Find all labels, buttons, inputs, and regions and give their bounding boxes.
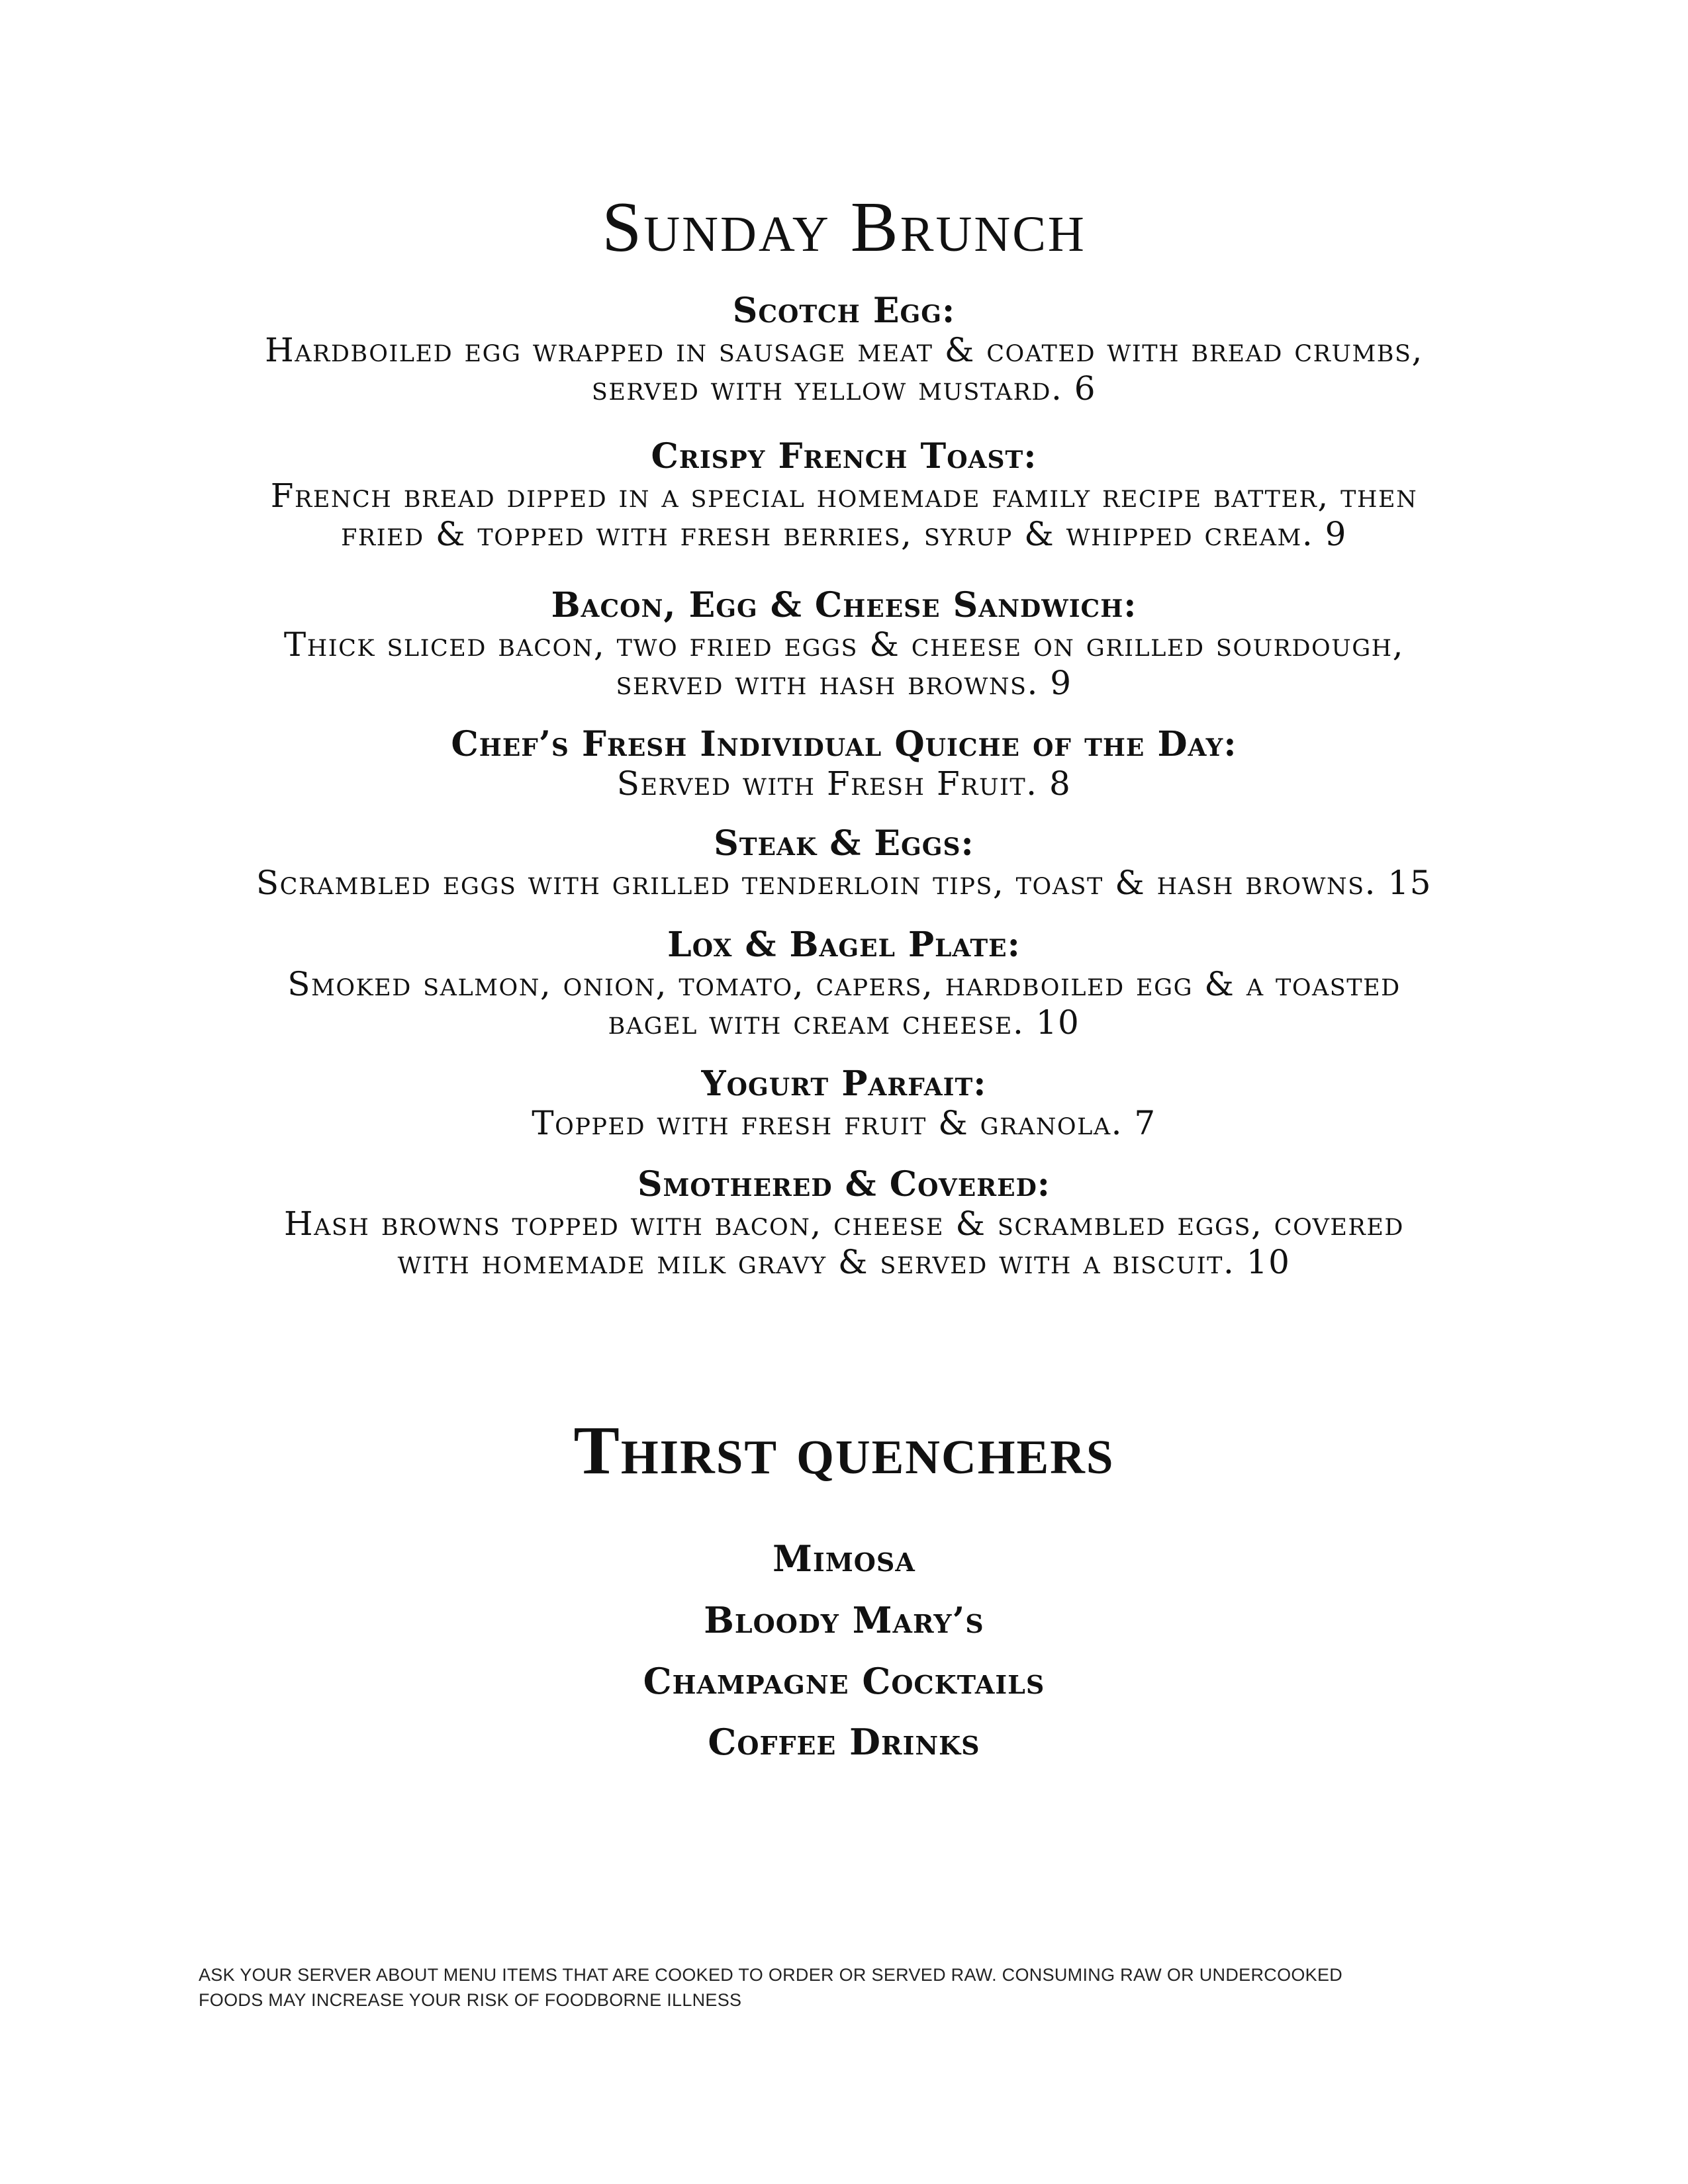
item-desc-line [159, 764, 1529, 803]
menu-item-quiche [159, 725, 1529, 803]
item-desc-text: served with hash browns. [616, 664, 1039, 702]
item-desc-text: Topped with fresh fruit & granola. [532, 1104, 1123, 1142]
item-desc-line [159, 515, 1529, 553]
item-desc-line: Smoked salmon, onion, tomato, capers, hardboiled egg & a toasted [287, 965, 1401, 1003]
item-price: 9 [1325, 515, 1347, 553]
item-desc-line: Thick sliced bacon, two fried eggs & cheese on grilled sourdough, [283, 625, 1405, 664]
item-desc-text: Served with Fresh Fruit. [616, 764, 1038, 803]
item-desc-text: served with yellow mustard. [591, 369, 1063, 408]
drink-item: Coffee Drinks [708, 1721, 980, 1763]
menu-item-lox-bagel [159, 925, 1529, 1042]
menu-title: Sunday Brunch [602, 188, 1086, 267]
menu-item-scotch-egg [159, 291, 1529, 408]
item-name: Steak & Eggs: [714, 823, 974, 864]
drink-item: Mimosa [773, 1537, 915, 1580]
drink-item: Bloody Mary’s [704, 1599, 984, 1641]
item-price: 8 [1049, 764, 1072, 803]
item-desc-line [159, 664, 1529, 702]
disclaimer-line: ASK YOUR SERVER ABOUT MENU ITEMS THAT ARE COOKED TO ORDER OR SERVED RAW. CONSUMING RAW OR UNDERCOOKED [199, 1965, 1343, 1985]
item-desc-text: fried & topped with fresh berries, syrup & whipped cream. [341, 515, 1314, 553]
menu-item-smothered-covered [159, 1165, 1529, 1281]
drink-item: Champagne Cocktails [643, 1660, 1045, 1702]
item-price: 6 [1074, 369, 1097, 408]
item-desc-text: Scrambled eggs with grilled tenderloin tips, toast & hash browns. [256, 864, 1377, 902]
item-desc-line [159, 1243, 1529, 1281]
item-name: Crispy French Toast: [651, 436, 1037, 477]
item-desc-line: Hash browns topped with bacon, cheese & scrambled eggs, covered [284, 1205, 1404, 1243]
item-name: Bacon, Egg & Cheese Sandwich: [551, 585, 1137, 625]
item-name: Yogurt Parfait: [701, 1064, 987, 1104]
item-name: Chef’s Fresh Individual Quiche of the Day: [451, 724, 1237, 764]
item-desc-line [159, 1003, 1529, 1042]
item-desc-line: Hardboiled egg wrapped in sausage meat & coated with bread crumbs, [265, 331, 1423, 369]
drinks-title: Thirst quenchers [573, 1412, 1115, 1488]
menu-item-french-toast [159, 437, 1529, 553]
item-price: 9 [1050, 664, 1072, 702]
menu-item-yogurt-parfait [159, 1064, 1529, 1142]
item-price: 10 [1246, 1243, 1291, 1281]
item-price: 15 [1387, 864, 1432, 902]
item-desc-line [159, 369, 1529, 408]
food-safety-disclaimer [199, 1962, 1523, 2013]
menu-item-bacon-egg-cheese [159, 586, 1529, 702]
item-desc-line: French bread dipped in a special homemade family recipe batter, then [270, 477, 1418, 515]
item-price: 10 [1035, 1003, 1080, 1042]
disclaimer-line: FOODS MAY INCREASE YOUR RISK OF FOODBORNE ILLNESS [199, 1990, 742, 2010]
item-desc-text: with homemade milk gravy & served with a biscuit. [397, 1243, 1235, 1281]
item-price: 7 [1134, 1104, 1156, 1142]
item-desc-text: bagel with cream cheese. [608, 1003, 1025, 1042]
item-name: Lox & Bagel Plate: [667, 925, 1021, 965]
item-desc-line [159, 1104, 1529, 1142]
item-desc-line [159, 864, 1529, 902]
item-name: Scotch Egg: [732, 291, 956, 331]
menu-item-steak-eggs [159, 824, 1529, 902]
item-name: Smothered & Covered: [637, 1164, 1051, 1205]
